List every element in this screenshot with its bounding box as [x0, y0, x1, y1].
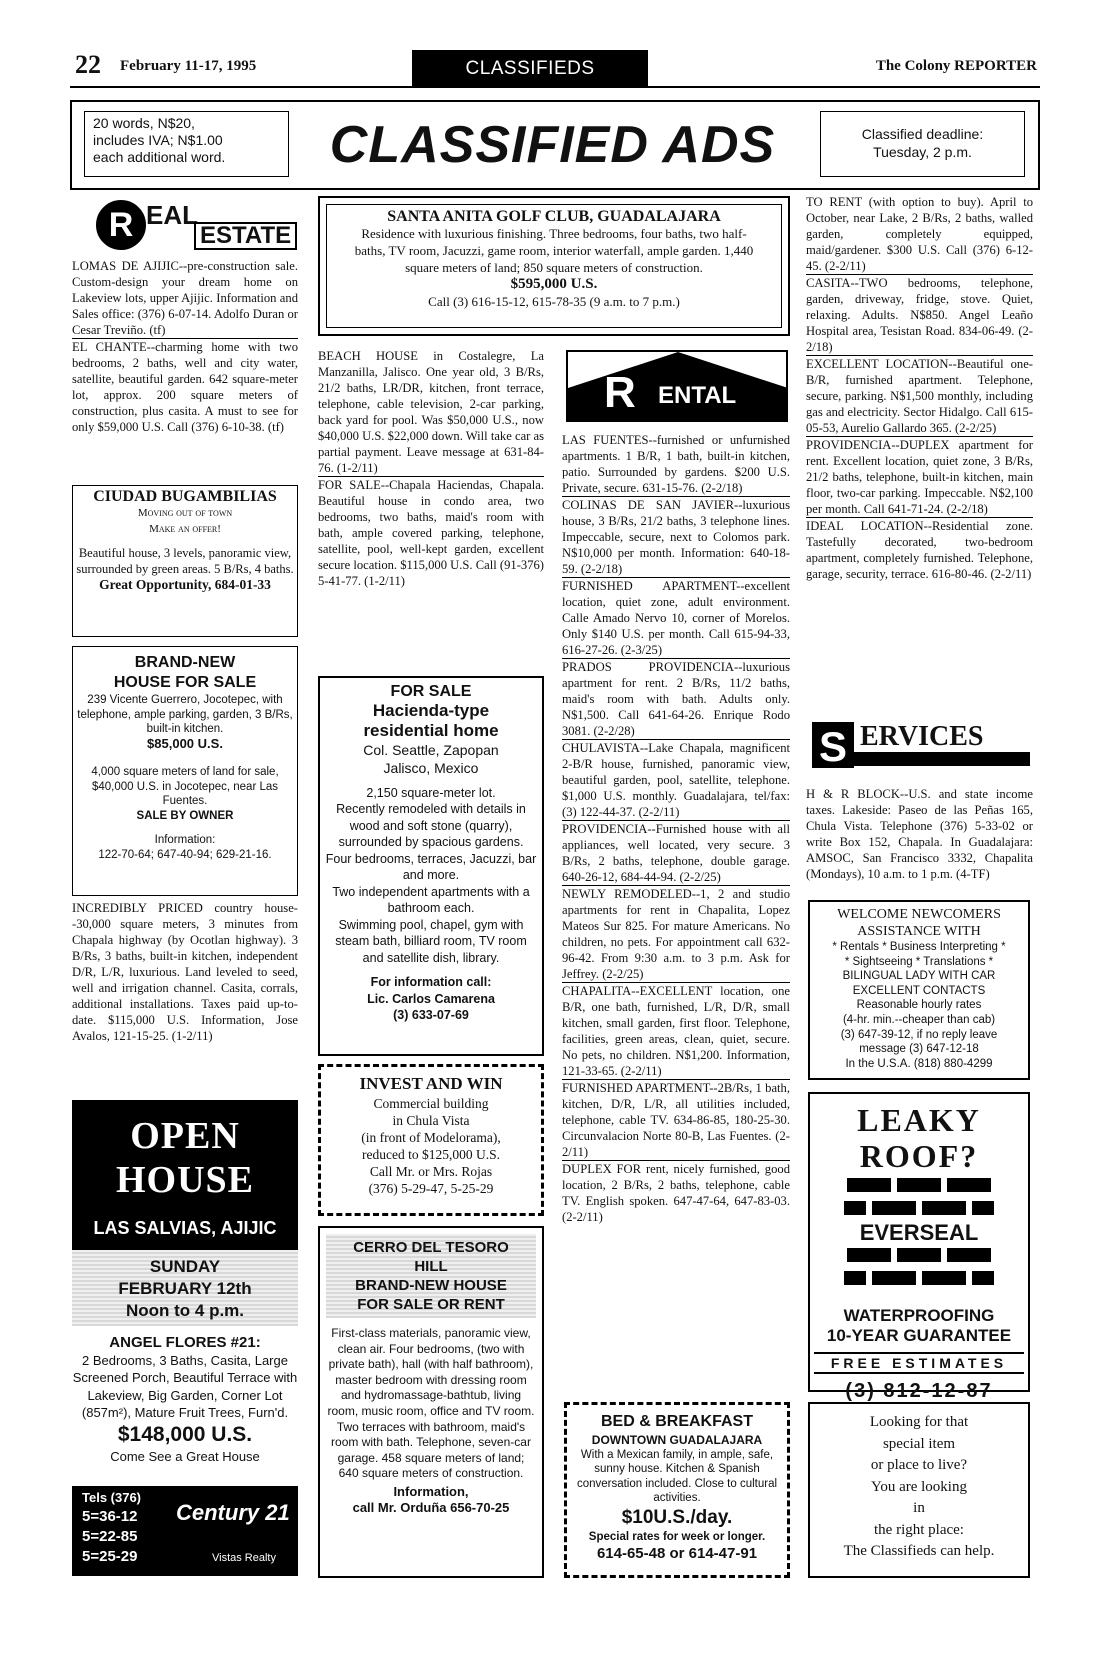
open-house-date: [72, 1250, 298, 1326]
real-estate-ads: [72, 258, 298, 435]
date-line: Noon to 4 p.m.: [125, 1301, 245, 1320]
ad-body: BILINGUAL LADY WITH CAR: [842, 970, 996, 983]
ad-title: INVEST AND WIN: [359, 1074, 503, 1093]
ad-footer: Great Opportunity, 684-01-33: [99, 577, 271, 592]
promo-line: special item: [882, 1435, 956, 1452]
list-item: CHAPALITA--EXCELLENT location, one B/R, one bath, furnished, L/R, D/R, small kitchen, small garden, first floor. Telephone, facilities, green areas, clean, quiet, secure. No pets, no children. N$1,200. Information, 121-33-65. (2-2/11): [562, 984, 790, 1078]
rate-line: 20 words, N$20,: [93, 115, 195, 131]
col2-ads: [318, 348, 544, 589]
deadline-line: Classified deadline:: [861, 126, 984, 142]
rental-header: [566, 350, 788, 422]
date-line: FEBRUARY 12th: [118, 1279, 252, 1298]
page-number: 22: [75, 50, 101, 79]
invest-ad: [318, 1064, 544, 1216]
brick-row: [810, 1271, 1028, 1290]
deadline-line: Tuesday, 2 p.m.: [873, 144, 972, 160]
real-estate-header: [96, 200, 296, 249]
paper-name: The Colony REPORTER: [875, 58, 1037, 74]
welcome-newcomers-ad: [808, 900, 1030, 1080]
list-item: LOMAS DE AJIJIC--pre-construction sale. Custom-design your dream home on Lakeview lots, upper Ajijic. Information and Sales office: (376) 6-07-14. Adolfo Duran or Cesar Treviño. (tf): [72, 259, 298, 337]
ad-title: CIUDAD BUGAMBILIAS: [93, 488, 277, 505]
services-header: [808, 722, 1030, 774]
ad-phone: Call (3) 616-15-12, 615-78-35 (9 a.m. to 7 p.m.): [428, 294, 680, 309]
ad-price: $595,000 U.S.: [510, 276, 598, 292]
col4-ads: [806, 194, 1033, 582]
ad-title: LEAKY: [857, 1102, 981, 1138]
century21-block: [72, 1486, 298, 1576]
list-item: PROVIDENCIA--Furnished house with all appliances, well located, very secure. 3 B/Rs, 2 baths, telephone, double garage. 640-26-12, 684-44-94. (2-2/25): [562, 822, 790, 884]
ad-title: CERRO DEL TESORO: [353, 1239, 509, 1256]
list-item: NEWLY REMODELED--1, 2 and studio apartments for rent in Chapalita, Lopez Mateos Sur 825. For mature Americans. No children, no pets. For appointment call 632-96-42. From 9:30 a.m. to 3 p.m. Ask for Jeffrey. (2-2/25): [562, 887, 790, 981]
tel-line: 5=25-29: [82, 1548, 138, 1565]
list-item: FURNISHED APARTMENT--2B/Rs, 1 bath, kitchen, D/R, L/R, all utilities included, telephone, cable TV. 634-86-85, 180-25-30. Circunvalacion Norte 80-B, Las Fuentes. (2-2/11): [562, 1081, 790, 1159]
list-item: EXCELLENT LOCATION--Beautiful one-B/R, furnished apartment. Telephone, secure, parking. N$1,500 monthly, including gas and electricity. Sector Hidalgo. Call 615-05-53, Aurelio Gallardo 365. (2-2/25): [806, 357, 1033, 435]
ad-phone: call Mr. Orduña 656-70-25: [352, 1499, 510, 1515]
ad-phone: 614-65-48 or 614-47-91: [596, 1545, 758, 1562]
ad-phone: In the U.S.A. (818) 880-4299: [845, 1057, 993, 1070]
ad-title: HILL: [414, 1258, 448, 1275]
ad-body: Swimming pool, chapel, gym with steam bath, billiard room, TV room and satellite dish, library.: [335, 917, 527, 965]
ad-body: WATERPROOFING: [843, 1306, 995, 1325]
ad-title: BRAND-NEW HOUSE: [355, 1277, 507, 1294]
list-item: EL CHANTE--charming home with two bedrooms, 2 baths, well and city water, satellite, beautiful garden. 642 square-meter lot, approx. 200 square meters of construction, plus casita. A must to see for only $59,000 U.S. Call (376) 6-10-38. (tf): [72, 340, 298, 434]
brand-new-house-ad: [72, 646, 298, 896]
section-word: ERVICES: [860, 721, 984, 752]
ad-body: 2,150 square-meter lot.: [366, 785, 496, 800]
list-item: H & R BLOCK--U.S. and state income taxes. Lakeside: Paseo de las Peñas 165, Chula Vista. Telephone (376) 5-33-02 or write Box 152, Chapala. In Guadalajara: AMSOC, San Francisco 3332, Chapalita (Mondays), 10 a.m. to 1 p.m. (4-TF): [806, 787, 1033, 881]
section-label: CLASSIFIEDS: [412, 50, 648, 88]
list-item: TO RENT (with option to buy). April to October, near Lake, 2 B/Rs, 2 baths, walled garden, completely equipped, maid/gardener. $300 U.S. Call (376) 6-12-45. (2-2/11): [806, 195, 1033, 273]
classifieds-promo: [808, 1402, 1030, 1578]
bnb-ad: [564, 1402, 790, 1578]
section-word: ENTAL: [658, 382, 737, 409]
ad-body: Four bedrooms, terraces, Jacuzzi, bar and more.: [325, 851, 537, 882]
rate-line: each additional word.: [93, 149, 226, 165]
ad-body: message (3) 647-12-18: [859, 1043, 979, 1056]
ad-body: (4-hr. min.--cheaper than cab): [842, 1013, 996, 1026]
ad-body: Special rates for week or longer.: [588, 1530, 766, 1543]
section-initial: R: [604, 368, 636, 417]
ad-title: ASSISTANCE WITH: [857, 924, 981, 939]
promo-line: Looking for that: [869, 1414, 969, 1430]
list-item: LAS FUENTES--furnished or unfurnished apartments. 1 B/R, 1 bath, built-in kitchen, patio. Surrounded by gardens. $200 U.S. Private, secure. 631-15-76. (2-2/18): [562, 433, 790, 495]
promo-line: in: [913, 1500, 925, 1516]
list-item: DUPLEX FOR rent, nicely furnished, good location, 2 B/Rs, 2 baths, telephone, cable TV. English spoken. 647-47-64, 647-83-03. (2-2/11): [562, 1162, 790, 1224]
list-item: IDEAL LOCATION--Residential zone. Tastefully decorated, two-bedroom apartment, completely furnished. Telephone, garage, security, terrace. 616-80-46. (2-2/11): [806, 519, 1033, 581]
ad-contact: For information call:: [370, 975, 492, 989]
page-title: CLASSIFIED ADS: [329, 116, 776, 174]
masthead-rule: [70, 86, 1040, 88]
ad-body: Reasonable hourly rates: [856, 999, 982, 1012]
ad-body: Commercial building: [373, 1096, 489, 1111]
ad-title: ANGEL FLORES #21:: [109, 1334, 261, 1351]
date-line: SUNDAY: [149, 1257, 221, 1276]
ad-body: Recently remodeled with details in wood and soft stone (quarry), surrounded by spacious gardens.: [336, 802, 526, 849]
ad-title: WELCOME NEWCOMERS: [837, 907, 1001, 922]
ad-contact: Lic. Carlos Camarena: [367, 991, 495, 1006]
ad-title: Hacienda-type: [372, 700, 490, 720]
ad-body: 239 Vicente Guerrero, Jocotepec, with telephone, ample parking, garden, 3 B/Rs, built-in kitchen.: [77, 694, 293, 735]
ad-services: * Rentals * Business Interpreting *: [832, 941, 1006, 953]
tel-line: 5=22-85: [82, 1528, 138, 1545]
ad-body: Residence with luxurious finishing. Three bedrooms, four baths, two half-baths, TV room, Jacuzzi, game room, interior waterfall, ample garden. 1,440 square meters of land; 850 square meters of construction.: [354, 226, 754, 275]
list-item: CASITA--TWO bedrooms, telephone, garden, driveway, fridge, stove. Quiet, relaxing. Adults. N$850. Angel Leaño Hospital area, Tesistan Road. 834-06-49. (2-2/18): [806, 276, 1033, 354]
list-item: COLINAS DE SAN JAVIER--luxurious house, 3 B/Rs, 21/2 baths, 3 telephone lines. Impeccable, secure, next to Colomos park. N$10,000 per month. Information: 640-18-59. (2-2/18): [562, 498, 790, 576]
ad-body: Information:: [154, 834, 216, 846]
ad-phone: 122-70-64; 647-40-94; 629-21-16.: [98, 848, 272, 861]
ad-subtitle: Make an offer!: [149, 523, 221, 535]
ad-title: FOR SALE OR RENT: [357, 1296, 505, 1313]
ad-body: 2 Bedrooms, 3 Baths, Casita, Large Screened Porch, Beautiful Terrace with Lakeview, Big Garden, Corner Lot (857m²), Mature Fruit Trees, Furn'd.: [72, 1352, 298, 1420]
section-initial: S: [812, 722, 854, 768]
ad-body: 10-YEAR GUARANTEE: [826, 1326, 1012, 1345]
ad-subtitle: DOWNTOWN GUADALAJARA: [591, 1433, 763, 1447]
section-word: EAL: [146, 200, 198, 230]
list-item: INCREDIBLY PRICED country house--30,000 square meters, 3 minutes from Chapala highway (by Ocotlan highway). 3 B/Rs, 3 baths, built-in kitchen, independent D/R, L/R, luxurious. Land leveled to seed, well and irrigation channel. Casita, corrals, additional installations. Taxes paid up-to-date. $115,000 U.S. Information, Jose Avalos, 121-15-25. (1-2/11): [72, 901, 298, 1043]
ad-title: FOR SALE: [390, 683, 472, 700]
rental-ads: [562, 432, 790, 1225]
ad-inner-border: [326, 204, 782, 328]
ad-body: Beautiful house, 3 levels, panoramic view, surrounded by green areas. 5 B/Rs, 4 baths.: [76, 546, 294, 576]
ad-price: $85,000 U.S.: [147, 735, 223, 751]
brand-name: EVERSEAL: [859, 1220, 979, 1245]
cerro-ad: [318, 1226, 544, 1578]
ad-services: * Sightseeing * Translations *: [844, 955, 994, 968]
promo-line: or place to live?: [870, 1457, 968, 1473]
rate-line: includes IVA; N$1.00: [93, 132, 223, 148]
ad-title: OPEN: [130, 1115, 240, 1157]
open-house-ad: [72, 1100, 298, 1250]
realty-name: Vistas Realty: [212, 1552, 276, 1564]
leaky-roof-ad: [808, 1092, 1030, 1402]
ad-phone: (376) 5-29-47, 5-25-29: [368, 1181, 494, 1196]
ad-phone: (3) 633-07-69: [393, 1008, 469, 1022]
list-item: PROVIDENCIA--DUPLEX apartment for rent. Excellent location, quiet zone, 3 B/Rs, 21/2 baths, telephone, built-in kitchen, main floor, two-car parking. Impeccable. N$2,100 per month. Call 641-71-24. (2-2/18): [806, 438, 1033, 516]
bugambilias-ad: [72, 485, 298, 637]
rate-box: [84, 111, 289, 177]
services-header-bar: [852, 752, 1030, 766]
section-word: ESTATE: [194, 222, 297, 250]
ad-title: SANTA ANITA GOLF CLUB, GUADALAJARA: [387, 208, 721, 225]
century21-logo: Century 21: [176, 1500, 290, 1525]
promo-line: The Classifieds can help.: [843, 1543, 995, 1559]
ad-body: EXCELLENT CONTACTS: [852, 984, 986, 997]
ad-body: Call Mr. or Mrs. Rojas: [369, 1164, 493, 1179]
hacienda-ad: [318, 676, 544, 1056]
list-item: FOR SALE--Chapala Haciendas, Chapala. Beautiful house in condo area, two bedrooms, two baths, maid's room with bath, ample covered parking, telephone, satellite, pool, well-kept garden, excellent secure location. $115,000 U.S. Call (91-376) 5-41-77. (1-2/11): [318, 478, 544, 588]
ad-location: LAS SALVIAS, AJIJIC: [93, 1218, 277, 1238]
list-item: FURNISHED APARTMENT--excellent location, quiet zone, adult environment. Calle Amado Nervo 10, corner of Morelos. Only $140 U.S. per month. Call 615-94-33, 616-27-26. (2-3/25): [562, 579, 790, 657]
santa-anita-ad: [318, 196, 790, 336]
ad-body: (in front of Modelorama),: [361, 1130, 501, 1145]
ad-body: 4,000 square meters of land for sale, $40,000 U.S. in Jocotepec, near Las Fuentes.: [91, 766, 279, 807]
ad-body: With a Mexican family, in ample, safe, sunny house. Kitchen & Spanish conversation included. Close to cultural activities.: [576, 1448, 778, 1504]
ad-title: ROOF?: [859, 1138, 979, 1174]
ad-body: Two independent apartments with a bathroom each.: [332, 884, 530, 915]
cerro-title-block: [326, 1234, 536, 1318]
brick-row: [810, 1178, 1028, 1197]
section-initial: R: [96, 200, 146, 250]
tels-label: Tels (376): [82, 1490, 142, 1505]
ad-location: Col. Seattle, Zapopan Jalisco, Mexico: [363, 741, 499, 776]
ad-title: residential home: [363, 720, 499, 740]
promo-line: You are looking: [871, 1478, 967, 1495]
ad-tagline: Come See a Great House: [110, 1448, 260, 1464]
ad-title: HOUSE: [115, 1159, 255, 1201]
brick-row: [810, 1248, 1028, 1267]
ad-body: reduced to $125,000 U.S.: [362, 1147, 500, 1162]
list-item: PRADOS PROVIDENCIA--luxurious apartment for rent. 2 B/Rs, 11/2 baths, maid's room with bath. Adults only. N$1,500. Call 641-64-26. Enrique Rodo 3081. (2-2/28): [562, 660, 790, 738]
ad-body: in Chula Vista: [392, 1113, 470, 1128]
ad-contact: Information,: [393, 1483, 469, 1499]
issue-date: February 11-17, 1995: [120, 58, 257, 74]
brick-row: [810, 1201, 1028, 1220]
tel-line: 5=36-12: [82, 1508, 138, 1525]
open-house-details: [72, 1334, 298, 1465]
ad-body: (3) 647-39-12, if no reply leave: [840, 1028, 998, 1041]
ad-phone: (3) 812-12-87: [845, 1380, 993, 1402]
list-item: BEACH HOUSE in Costalegre, La Manzanilla, Jalisco. One year old, 3 B/Rs, 21/2 baths, LR/DR, kitchen, front terrace, telephone, cable television, 2-car parking, back yard for pool. Was $50,000 U.S., now $40,000 U.S. $22,000 down. Will take car as partial payment. Leave message at 631-84-76. (1-2/11): [318, 349, 544, 475]
ad-price: $148,000 U.S.: [117, 1422, 253, 1446]
ad-title: BRAND-NEW: [134, 654, 236, 671]
ad-body: FREE ESTIMATES: [814, 1352, 1024, 1374]
ad-title: HOUSE FOR SALE: [113, 674, 257, 691]
ad-price: $10U.S./day.: [621, 1506, 733, 1528]
list-item: CHULAVISTA--Lake Chapala, magnificent 2-B/R house, furnished, panoramic view, beautiful garden, pool, satellite, telephone. $1,000 U.S. monthly. Guadalajara, tel/fax: (3) 122-44-37. (2-2/11): [562, 741, 790, 819]
ad-body: SALE BY OWNER: [136, 809, 234, 822]
deadline-box: [820, 111, 1025, 177]
ad-subtitle: Moving out of town: [137, 507, 233, 519]
promo-line: the right place:: [874, 1521, 964, 1538]
ad-body: First-class materials, panoramic view, clean air. Four bedrooms, (two with private bath), hall (with half bathroom), master bedroom with dressing room and hydromassage-bathtub, living room, music room, office and TV room. Two terraces with bathroom, maid's room with bath. Telephone, seven-car garage. 458 square meters of land; 640 square meters of construction.: [327, 1326, 535, 1481]
ad-title: BED & BREAKFAST: [600, 1413, 753, 1430]
